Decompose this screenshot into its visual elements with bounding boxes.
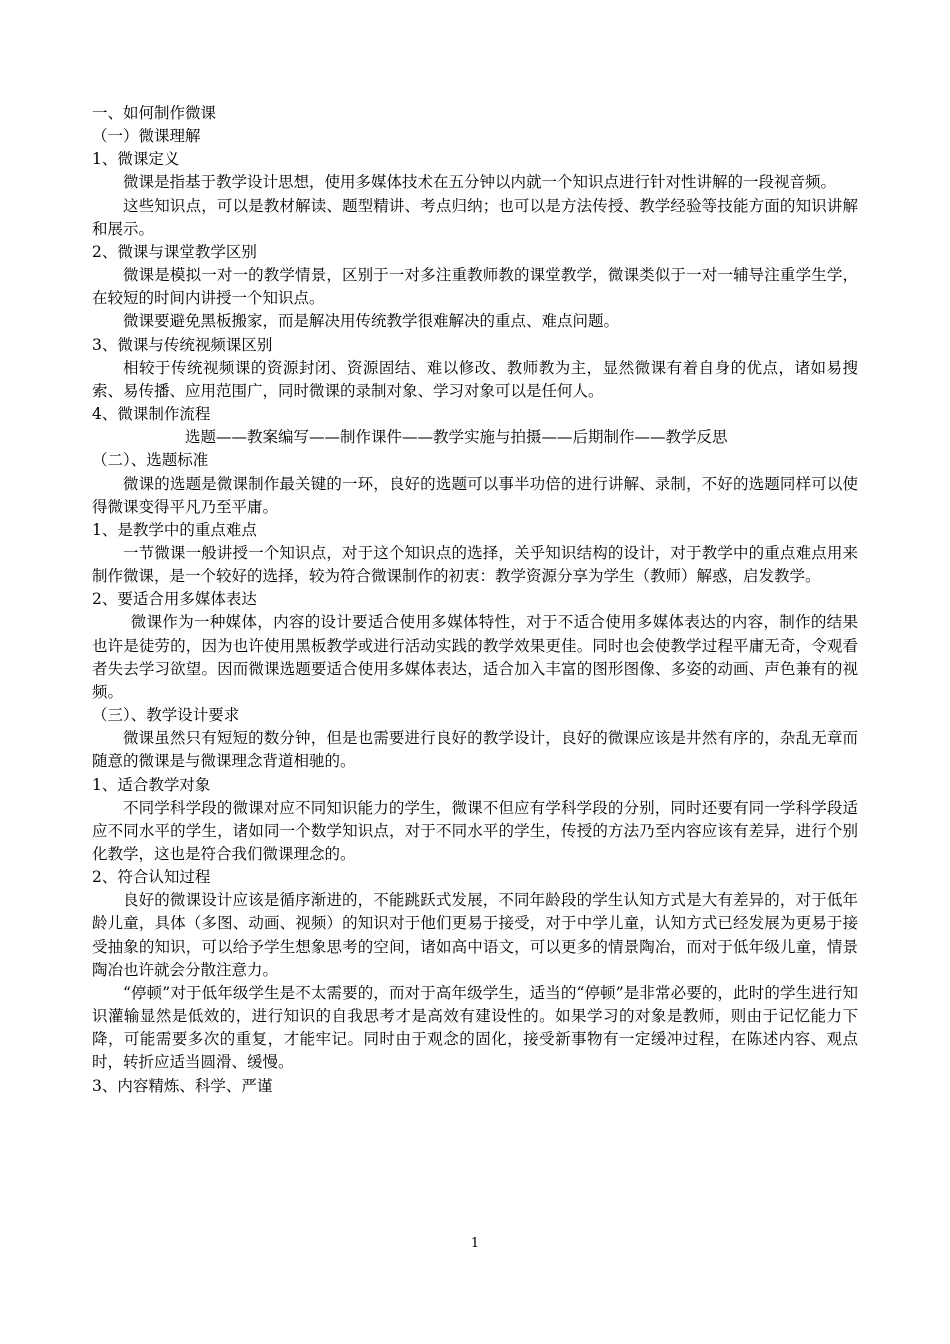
paragraph: 相较于传统视频课的资源封闭、资源固结、难以修改、教师教为主，显然微课有着自身的优点，诸如易搜索、易传播、应用范围广，同时微课的录制对象、学习对象可以是任何人。 xyxy=(92,358,858,400)
page-number: 1 xyxy=(470,1236,480,1251)
paragraph: 微课作为一种媒体，内容的设计要适合使用多媒体特性，对于不适合使用多媒体表达的内容，制作的结果也许是徒劳的，因为也许使用黑板教学或进行活动实践的教学效果更佳。同时也会使教学过程平庸无奇，令观看者失去学习欲望。因而微课选题要适合使用多媒体表达，适合加入丰富的图形图像、多姿的动画、声色兼有的视频。 xyxy=(92,613,858,701)
paragraph: “停顿”对于低年级学生是不太需要的，而对于高年级学生，适当的“停顿”是非常必要的，此时的学生进行知识灌输显然是低效的，进行知识的自我思考才是高效有建设性的。如果学习的对象是教师，则由于记忆能力下降，可能需要多次的重复，才能牢记。同时由于观念的固化，接受新事物有一定缓冲过程，在陈述内容、观点时，转折应适当圆滑、缓慢。 xyxy=(92,983,858,1072)
heading-classroom-difference: 2、微课与课堂教学区别 xyxy=(92,242,257,261)
paragraph: 不同学科学段的微课对应不同知识能力的学生，微课不但应有学科学段的分别，同时还要有同一学科学段适应不同水平的学生，诸如同一个数学知识点，对于不同水平的学生，传授的方法乃至内容应该有差异，进行个别化教学，这也是符合我们微课理念的。 xyxy=(92,798,858,863)
heading-cognitive-process: 2、符合认知过程 xyxy=(92,868,211,887)
heading-micro-lesson-definition: 1、微课定义 xyxy=(92,150,180,169)
heading-section-one: （一）微课理解 xyxy=(92,127,201,146)
document-body xyxy=(92,102,858,1098)
paragraph: 微课是指基于教学设计思想，使用多媒体技术在五分钟以内就一个知识点进行针对性讲解的一段视音频。 xyxy=(123,173,837,192)
paragraph: 一节微课一般讲授一个知识点，对于这个知识点的选择，关乎知识结构的设计，对于教学中的重点难点用来制作微课，是一个较好的选择，较为符合微课制作的初衷：教学资源分享为学生（教师）解惑，启发教学。 xyxy=(92,543,858,586)
production-flow-line: 选题——教案编写——制作课件——教学实施与拍摄——后期制作——教学反思 xyxy=(185,428,728,447)
heading-multimedia-expression: 2、要适合用多媒体表达 xyxy=(92,590,257,609)
paragraph: 微课虽然只有短短的数分钟，但是也需要进行良好的教学设计，良好的微课应该是井然有序的，杂乱无章而随意的微课是与微课理念背道相驰的。 xyxy=(92,729,858,771)
heading-video-course-difference: 3、微课与传统视频课区别 xyxy=(92,335,273,354)
heading-section-three: （三）、教学设计要求 xyxy=(92,706,240,725)
heading-teaching-target: 1、适合教学对象 xyxy=(92,775,211,794)
paragraph: 微课是模拟一对一的教学情景，区别于一对多注重教师教的课堂教学，微课类似于一对一辅导注重学生学，在较短的时间内讲授一个知识点。 xyxy=(92,266,858,308)
paragraph: 微课的选题是微课制作最关键的一环，良好的选题可以事半功倍的进行讲解、录制，不好的选题同样可以使得微课变得平凡乃至平庸。 xyxy=(92,474,858,516)
heading-content-requirements: 3、内容精炼、科学、严谨 xyxy=(92,1076,273,1095)
heading-how-to-make-micro-lesson: 一、如何制作微课 xyxy=(92,104,217,122)
paragraph: 这些知识点，可以是教材解读、题型精讲、考点归纳；也可以是方法传授、教学经验等技能方面的知识讲解和展示。 xyxy=(92,196,858,238)
paragraph: 良好的微课设计应该是循序渐进的，不能跳跃式发展，不同年龄段的学生认知方式是大有差异的，对于低年龄儿童，具体（多图、动画、视频）的知识对于他们更易于接受，对于中学儿童，认知方式已经发展为更易于接受抽象的知识，可以给予学生想象思考的空间，诸如高中语文，可以更多的情景陶冶，而对于低年级儿童，情景陶冶也许就会分散注意力。 xyxy=(92,891,858,979)
heading-key-difficult-points: 1、是教学中的重点难点 xyxy=(92,520,257,539)
heading-section-two: （二）、选题标准 xyxy=(92,451,209,470)
paragraph: 微课要避免黑板搬家，而是解决用传统教学很难解决的重点、难点问题。 xyxy=(123,312,620,331)
heading-production-flow: 4、微课制作流程 xyxy=(92,405,211,424)
